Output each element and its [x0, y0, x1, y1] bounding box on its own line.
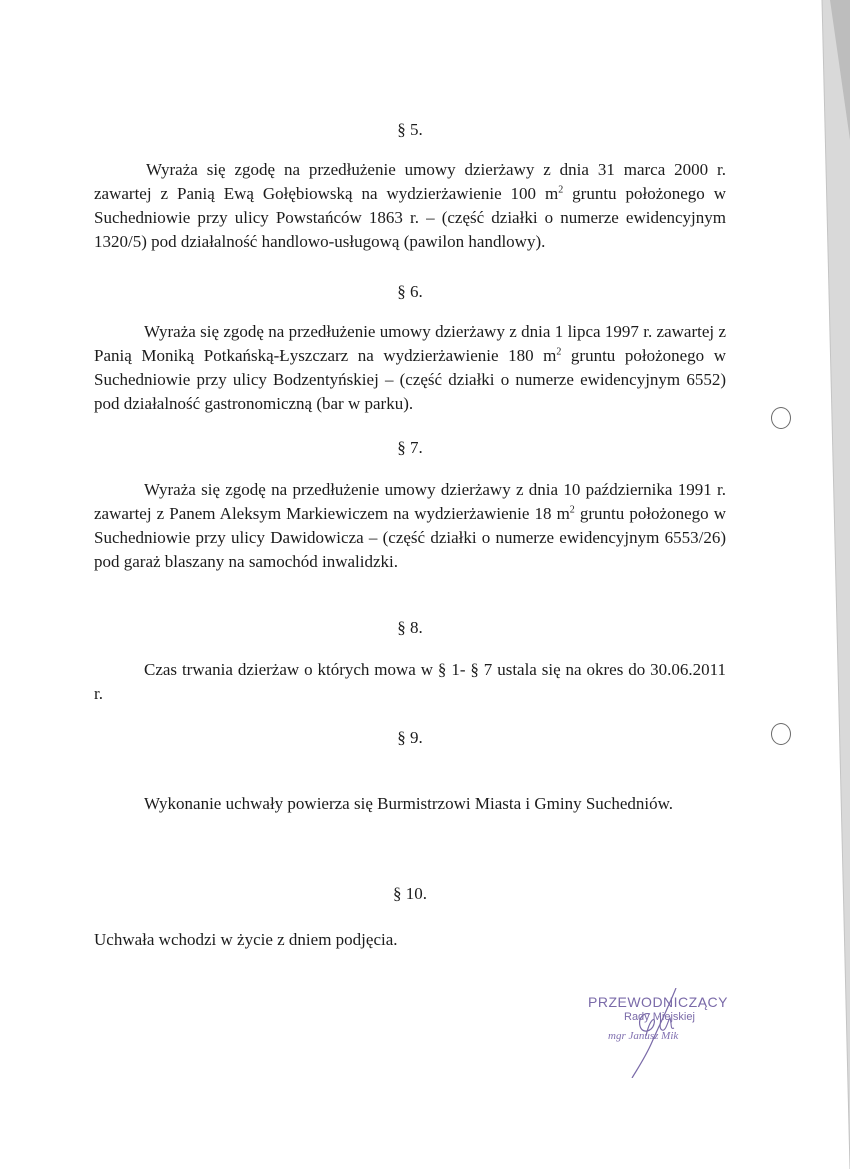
section-text-5: Wyraża się zgodę na przedłużenie umowy dzierżawy z dnia 31 marca 2000 r. zawartej z Panią Ewą Gołębiowską na wydzierżawienie 100 $m^2$ gruntu położonego w Suchedniowie przy ulicy Powstańców 1863 r. – (część działki o numerze ewidencyjnym 1320/5) pod działalność handlowo-usługową (pawilon handlowy). [94, 160, 727, 251]
section-text-6: Wyraża się zgodę na przedłużenie umowy dzierżawy z dnia 1 lipca 1997 r. zawartej z Panią Moniką Potkańską-Łyszczarz na wydzierżawienie 180 $m^2$ gruntu położonego w Suchedniowie przy ulicy Bodzentyńskiej – (część działki o numerze ewidencyjnym 6552) pod działalność gastronomiczną (bar w parku). [94, 322, 727, 413]
punch-hole-bottom [771, 723, 791, 745]
section-text-7: Wyraża się zgodę na przedłużenie umowy dzierżawy z dnia 10 października 1991 r. zawartej z Panem Aleksym Markiewiczem na wydzierżawienie 18 $m^2$ gruntu położonego w Suchedniowie przy ulicy Dawidowicza – (część działki o numerze ewidencyjnym 6553/26) pod garaż blaszany na samochód inwalidzki. [94, 480, 726, 571]
handwritten-signature [584, 988, 734, 1078]
stamp-title: PRZEWODNICZĄCY [588, 994, 728, 1010]
chairman-stamp [584, 988, 734, 1078]
section-heading-7: § 7. [397, 438, 423, 457]
punch-hole-top [771, 407, 791, 429]
page-edge [760, 0, 850, 1169]
section-heading-6: § 6. [397, 282, 423, 301]
section-heading-10: § 10. [393, 884, 427, 903]
section-heading-9: § 9. [397, 728, 423, 747]
stamp-subtitle: Rady Miejskiej [624, 1011, 695, 1023]
section-heading-5: § 5. [397, 120, 423, 139]
section-text-10: Uchwała wchodzi w życie z dniem podjęcia. [94, 930, 398, 949]
section-text-9: Wykonanie uchwały powierza się Burmistrzowi Miasta i Gminy Suchedniów. [144, 794, 674, 813]
stamp-name: mgr Janusz Mik [608, 1030, 679, 1042]
section-heading-8: § 8. [397, 618, 423, 637]
section-text-8: Czas trwania dzierżaw o których mowa w § 1- § 7 ustala się na okres do 30.06.2011 r. [94, 660, 726, 703]
